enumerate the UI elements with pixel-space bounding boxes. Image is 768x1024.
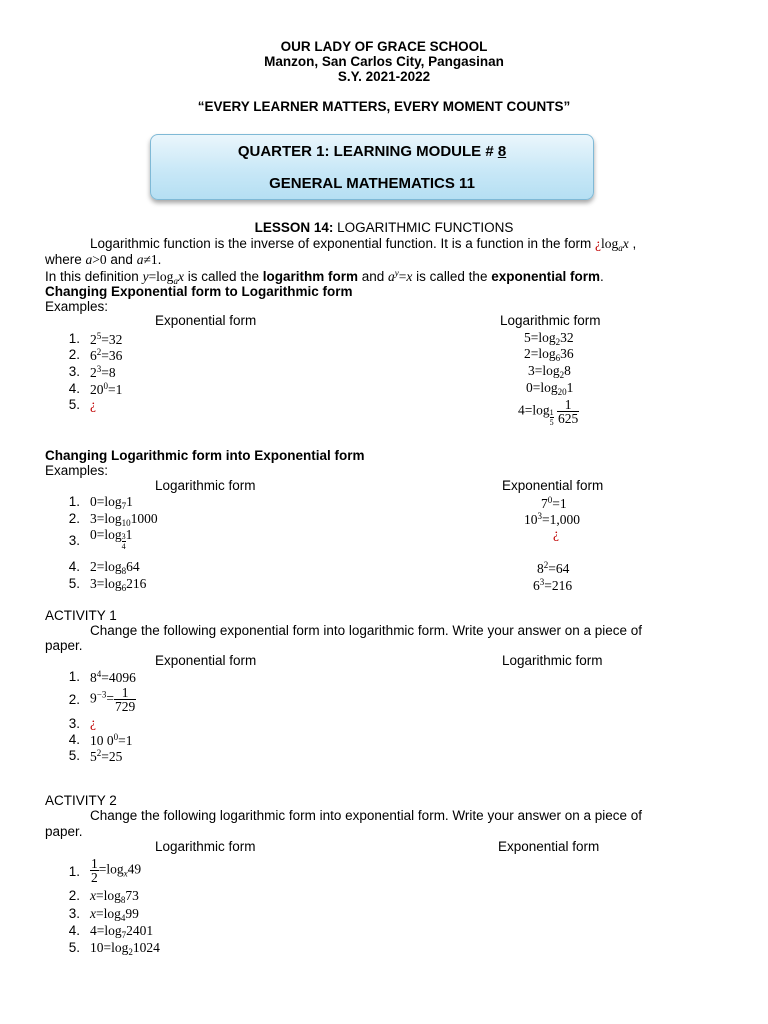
activity2-instruction-cont: paper. xyxy=(45,824,83,839)
log-answer-5: 4=log $\frac{1}{5}$ $\frac{1}{625}$ xyxy=(518,397,579,427)
exp-answer-2: $10^3=1,000$ xyxy=(524,511,580,527)
exp-example-1: $2^5=32$ xyxy=(90,331,123,347)
activity2-instruction: Change the following logarithmic form into exponential form. Write your answer on a piece of xyxy=(90,808,643,823)
list-number: 2. xyxy=(68,511,80,526)
exp-example-2: $6^2=36$ xyxy=(90,347,123,363)
activity2-title: ACTIVITY 2 xyxy=(45,793,117,808)
activity2-item-2: $x=\log_873$ xyxy=(90,888,139,905)
activity1-col-left: Exponential form xyxy=(155,653,257,668)
module-number: 8 xyxy=(497,143,507,160)
section2-examples-label: Examples: xyxy=(45,463,109,478)
section1-col-left: Exponential form xyxy=(155,313,257,328)
activity1-instruction-cont: paper. xyxy=(45,638,83,653)
activity2-col-left: Logarithmic form xyxy=(155,839,256,854)
log-answer-4: $0=\log_{20}1$ xyxy=(526,380,574,397)
exp-answer-4: $8^2=64$ xyxy=(537,560,570,576)
list-number: 3. xyxy=(68,533,80,548)
list-number: 3. xyxy=(68,906,80,921)
section1-col-right: Logarithmic form xyxy=(500,313,601,328)
log-answer-2: $2=\log_636$ xyxy=(524,346,574,363)
activity1-item-4: 10 $0^0=1$ xyxy=(90,732,133,748)
activity1-instruction: Change the following exponential form into logarithmic form. Write your answer on a piece of xyxy=(90,623,643,638)
school-name: OUR LADY OF GRACE SCHOOL xyxy=(280,39,488,54)
activity2-item-4: $4=\log_72401$ xyxy=(90,923,154,940)
activity1-item-2: $9^{-3}=$ $\frac{1}{729}$ xyxy=(90,685,136,714)
list-number: 1. xyxy=(68,864,80,879)
list-number: 4. xyxy=(68,732,80,747)
activity2-item-1: $\frac{1}{2}$ $=\log_x49$ xyxy=(91,856,142,885)
activity2-item-5: $10=\log_21024$ xyxy=(90,940,160,957)
activity1-item-5: $5^2=25$ xyxy=(90,748,123,764)
activity2-col-right: Exponential form xyxy=(498,839,600,854)
section1-examples-label: Examples: xyxy=(45,299,109,314)
exp-example-5-missing: ¿ xyxy=(90,397,96,412)
school-motto: “EVERY LEARNER MATTERS, EVERY MOMENT COUNTS” xyxy=(197,99,571,114)
module-title-line1: QUARTER 1: LEARNING MODULE # 8 xyxy=(237,143,507,160)
exp-example-3: $2^3=8$ xyxy=(90,364,116,380)
lesson-intro-line1: Logarithmic function is the inverse of exponential function. It is a function in the form ¿$\log_ax$ , xyxy=(90,236,637,253)
log-example-5: $3=\log_6216$ xyxy=(90,576,147,593)
list-number: 5. xyxy=(68,748,80,763)
list-number: 1. xyxy=(68,669,80,684)
log-answer-3: $3=\log_28$ xyxy=(528,363,571,380)
section2-heading: Changing Logarithmic form into Exponential form xyxy=(45,448,365,463)
list-number: 4. xyxy=(68,381,80,396)
activity2-item-3: $x=\log_499$ xyxy=(90,906,139,923)
list-number: 3. xyxy=(68,364,80,379)
list-number: 4. xyxy=(68,559,80,574)
list-number: 5. xyxy=(68,397,80,412)
lesson-title: LESSON 14: LOGARITHMIC FUNCTIONS xyxy=(254,220,514,235)
module-title-box xyxy=(150,134,594,200)
activity1-title: ACTIVITY 1 xyxy=(45,608,117,623)
activity1-item-3-missing: ¿ xyxy=(90,715,96,730)
list-number: 1. xyxy=(68,331,80,346)
section1-heading: Changing Exponential form to Logarithmic form xyxy=(45,284,353,299)
list-number: 1. xyxy=(68,494,80,509)
exp-answer-5: $6^3=216$ xyxy=(533,577,573,593)
list-number: 2. xyxy=(68,347,80,362)
activity1-col-right: Logarithmic form xyxy=(502,653,603,668)
exp-answer-3-missing: ¿ xyxy=(553,526,559,541)
list-number: 5. xyxy=(68,940,80,955)
lesson-definition: In this definition $y=\log_ax$ is called the logarithm form and $a^y=x$ is called the exponential form. xyxy=(45,268,604,286)
log-example-3: 0=log $\frac{3}{4}1$ xyxy=(90,527,133,551)
lesson-intro-line2: where a>0 and a≠1. xyxy=(45,252,162,267)
log-example-4: $2=\log_864$ xyxy=(90,559,140,576)
list-number: 3. xyxy=(68,716,80,731)
school-year: S.Y. 2021-2022 xyxy=(337,69,431,84)
log-answer-1: $5=\log_232$ xyxy=(524,330,574,347)
list-number: 5. xyxy=(68,576,80,591)
log-example-2: $3=\log_{10}1000$ xyxy=(90,511,158,528)
module-title-line2: GENERAL MATHEMATICS 11 xyxy=(269,175,475,192)
section2-col-right: Exponential form xyxy=(502,478,604,493)
exp-example-4: $20^0=1$ xyxy=(90,381,123,397)
list-number: 4. xyxy=(68,923,80,938)
exp-answer-1: $7^0=1$ xyxy=(541,495,567,511)
list-number: 2. xyxy=(68,692,80,707)
activity1-item-1: $8^4=4096$ xyxy=(90,669,136,685)
log-example-1: $0=\log_71$ xyxy=(90,494,133,511)
list-number: 2. xyxy=(68,888,80,903)
school-address: Manzon, San Carlos City, Pangasinan xyxy=(264,54,504,69)
section2-col-left: Logarithmic form xyxy=(155,478,256,493)
